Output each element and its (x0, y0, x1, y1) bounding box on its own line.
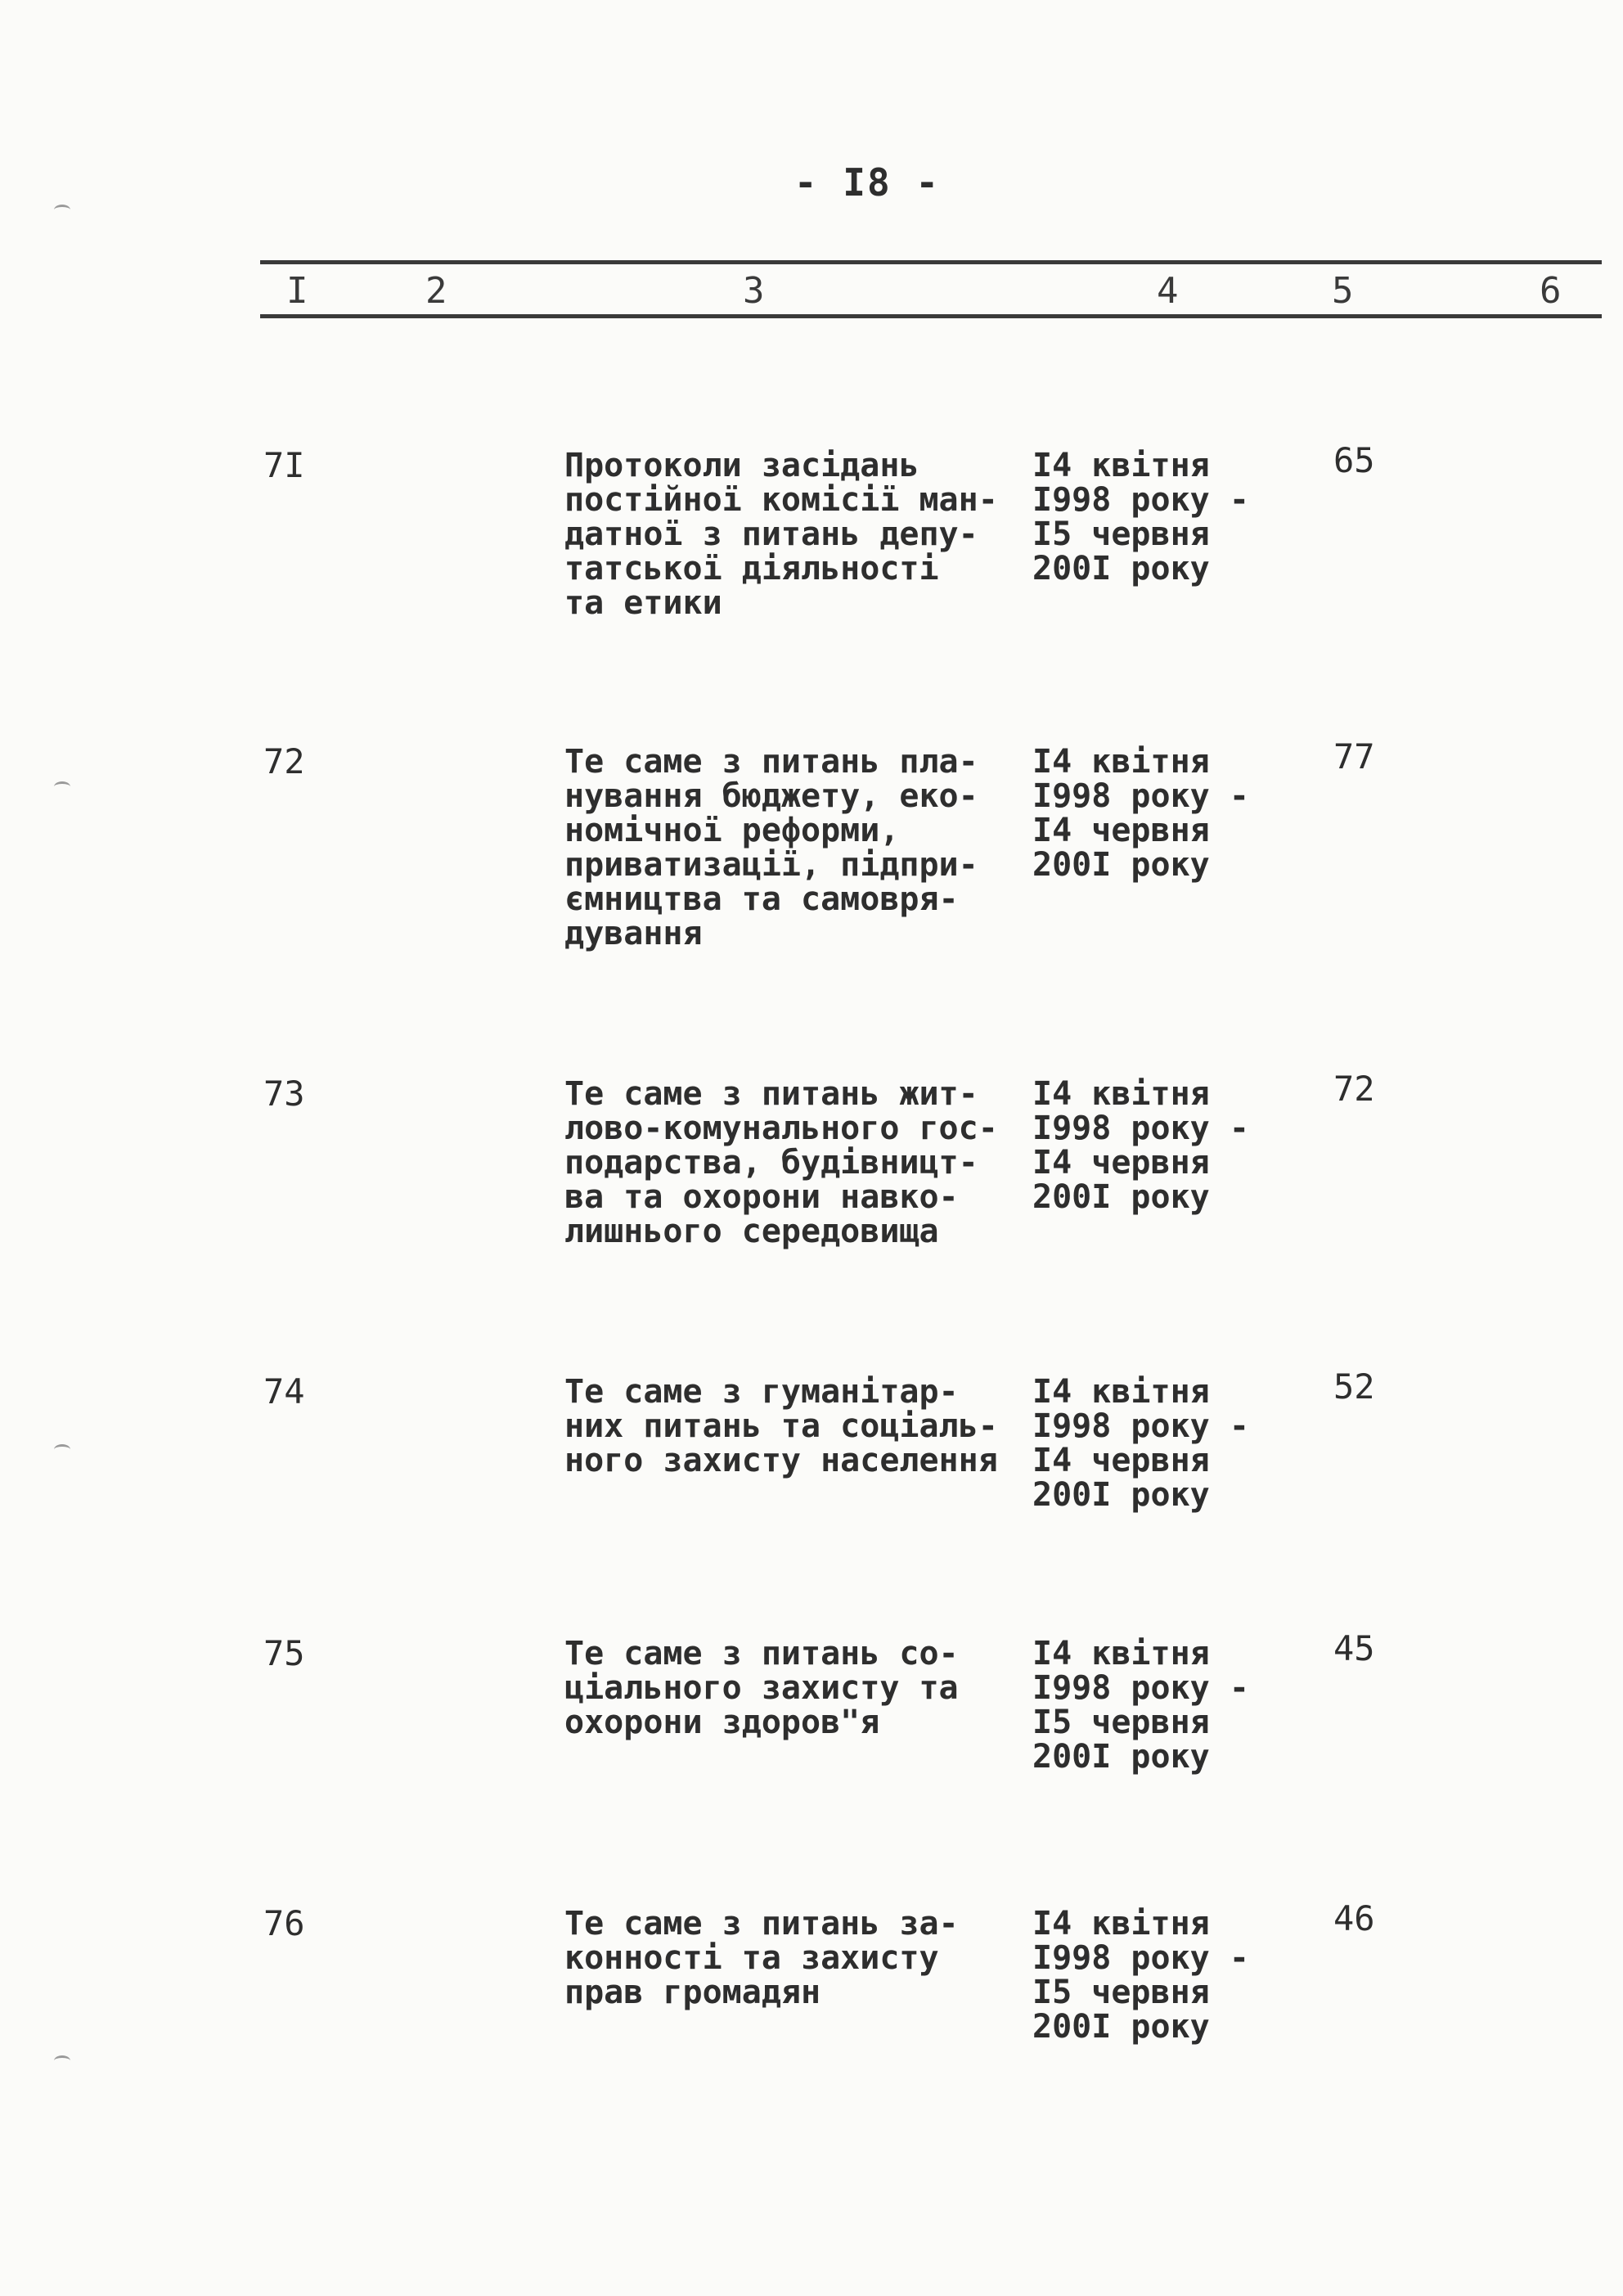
row-date-line: 200I року (1032, 1738, 1210, 1776)
column-header-4: 4 (1157, 270, 1179, 312)
row-date-line: I4 червня (1032, 812, 1210, 849)
row-date-line: I4 квітня (1032, 1635, 1210, 1672)
punch-hole-mark (54, 781, 70, 792)
row-title-line: лишнього середовища (564, 1213, 939, 1250)
row-title-line: Те саме з питань жит- (564, 1075, 978, 1113)
row-date-line: I4 квітня (1032, 1905, 1210, 1943)
row-title-line: Протоколи засідань (564, 447, 919, 484)
row-date-line: 200I року (1032, 2008, 1210, 2046)
row-number: 73 (263, 1074, 305, 1114)
row-date-line: I4 квітня (1032, 447, 1210, 484)
row-date-line: 200I року (1032, 550, 1210, 588)
row-title-line: та етики (564, 584, 722, 622)
row-date-line: 200I року (1032, 1178, 1210, 1216)
column-header-5: 5 (1332, 270, 1354, 312)
row-count: 65 (1333, 440, 1375, 480)
row-date-line: 200I року (1032, 846, 1210, 884)
row-date-line: I4 червня (1032, 1144, 1210, 1182)
row-date-line: I4 квітня (1032, 743, 1210, 781)
column-header-1: I (286, 270, 308, 312)
row-number: 7I (263, 445, 305, 485)
row-date-line: 200I року (1032, 1476, 1210, 1514)
row-date-line: I4 червня (1032, 1442, 1210, 1479)
row-date-line: I5 червня (1032, 1704, 1210, 1741)
row-title-line: датної з питань депу- (564, 515, 978, 553)
row-title-line: Те саме з питань со- (564, 1635, 959, 1672)
column-header-3: 3 (743, 270, 765, 312)
row-date-line: I5 червня (1032, 1974, 1210, 2011)
row-date-line: I998 року - (1032, 1110, 1249, 1147)
row-count: 77 (1333, 736, 1375, 777)
row-count: 52 (1333, 1366, 1375, 1407)
column-header-6: 6 (1540, 270, 1562, 312)
row-count: 46 (1333, 1898, 1375, 1938)
row-date-line: I5 червня (1032, 515, 1210, 553)
row-count: 72 (1333, 1069, 1375, 1109)
row-title-line: подарства, будівницт- (564, 1144, 978, 1182)
row-title-line: конності та захисту (564, 1939, 939, 1977)
row-date-line: I998 року - (1032, 1669, 1249, 1707)
row-count: 45 (1333, 1628, 1375, 1668)
row-title-line: ного захисту населення (564, 1442, 998, 1479)
row-title-line: ціального захисту та (564, 1669, 959, 1707)
row-date-line: I998 року - (1032, 481, 1249, 519)
row-title-line: Те саме з питань пла- (564, 743, 978, 781)
row-title-line: нування бюджету, еко- (564, 777, 978, 815)
row-title-line: прав громадян (564, 1974, 821, 2011)
row-title-line: лово-комунального гос- (564, 1110, 998, 1147)
punch-hole-mark (54, 205, 70, 215)
row-number: 75 (263, 1633, 305, 1673)
punch-hole-mark (54, 2055, 70, 2066)
row-date-line: I998 року - (1032, 1939, 1249, 1977)
table-header-rule-bottom (260, 314, 1602, 318)
row-title-line: Те саме з гуманітар- (564, 1373, 959, 1411)
row-title-line: Те саме з питань за- (564, 1905, 959, 1943)
column-header-2: 2 (425, 270, 447, 312)
row-date-line: I998 року - (1032, 777, 1249, 815)
row-title-line: приватизації, підпри- (564, 846, 978, 884)
row-title-line: номічної реформи, (564, 812, 900, 849)
row-title-line: постійної комісії ман- (564, 481, 998, 519)
row-title-line: татської діяльності (564, 550, 939, 588)
row-title-line: дування (564, 915, 703, 952)
row-number: 74 (263, 1371, 305, 1411)
row-title-line: ва та охорони навко- (564, 1178, 959, 1216)
page-number: - I8 - (794, 160, 941, 205)
row-title-line: них питань та соціаль- (564, 1407, 998, 1445)
row-title-line: ємництва та самовря- (564, 880, 959, 918)
row-date-line: I998 року - (1032, 1407, 1249, 1445)
row-number: 72 (263, 741, 305, 781)
row-number: 76 (263, 1903, 305, 1943)
row-date-line: I4 квітня (1032, 1373, 1210, 1411)
table-header-rule-top (260, 260, 1602, 264)
row-title-line: охорони здоров"я (564, 1704, 880, 1741)
row-date-line: I4 квітня (1032, 1075, 1210, 1113)
punch-hole-mark (54, 1444, 70, 1455)
